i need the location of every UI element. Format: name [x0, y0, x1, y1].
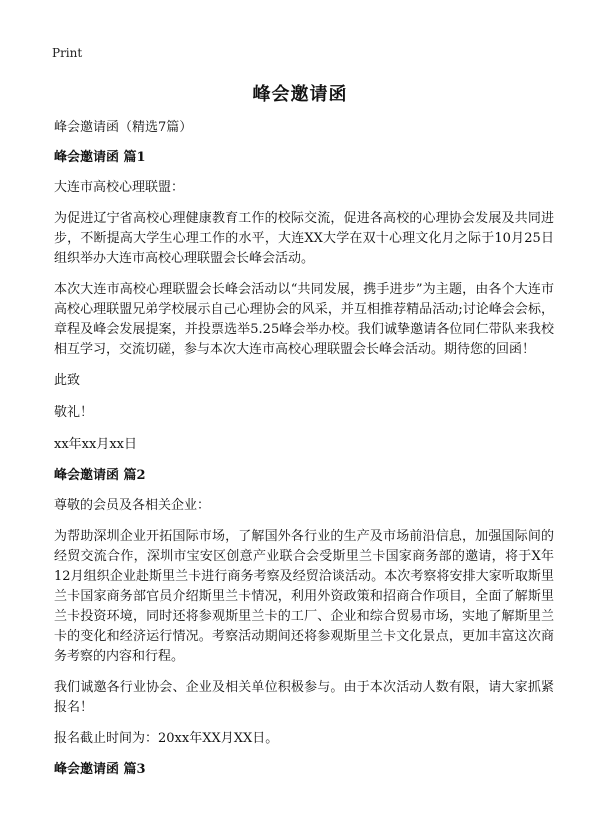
section-paragraph: 为帮助深圳企业开拓国际市场，了解国外各行业的生产及市场前沿信息，加强国际间的经贸交流合作，深圳市宝安区创意产业联合会受斯里兰卡国家商务部的邀请，将于X年12月组织企业赴斯里兰卡进行商务考察及经贸洽谈活动。本次考察将安排大家听取斯里兰卡国家商务部官员介绍斯里兰卡情况，利用外资政策和招商合作项目，全面了解斯里兰卡投资环境，同时还将参观斯里兰卡的工厂、企业和综合贸易市场，实地了解斯里兰卡的变化和经济运行情况。考察活动期间还将参观斯里兰卡文化景点，更加丰富这次商务考察的内容和行程。: [54, 529, 554, 664]
page-title: 峰会邀请函: [252, 84, 348, 105]
closing-regards: 敬礼！: [54, 405, 94, 420]
document-body: [54, 118, 554, 790]
section-paragraph: 本次大连市高校心理联盟会长峰会活动以“共同发展，携手进步”为主题，由各个大连市高校心理联盟兄弟学校展示自己心理协会的风采，并互相推荐精品活动;讨论峰会会标，章程及峰会发展提案，并投票选举5.25峰会举办校。我们诚挚邀请各位同仁带队来我校相互学习，交流切磋，参与本次大连市高校心理联盟会长峰会活动。期待您的回函！: [54, 282, 554, 357]
letter-date: xx年xx月xx日: [54, 437, 137, 452]
section-heading: 峰会邀请函 篇3: [54, 762, 146, 777]
section-paragraph: 为促进辽宁省高校心理健康教育工作的校际交流，促进各高校的心理协会发展及共同进步，不断提高大学生心理工作的水平，大连XX大学在双十心理文化月之际于10月25日组织举办大连市高校心理联盟会长峰会活动。: [54, 211, 554, 266]
closing-salutation: 此致: [54, 373, 81, 388]
section-greeting: 大连市高校心理联盟：: [54, 180, 185, 195]
section-paragraph: 我们诚邀各行业协会、企业及相关单位积极参与。由于本次活动人数有限，请大家抓紧报名！: [54, 680, 554, 715]
section-greeting: 尊敬的会员及各相关企业：: [54, 498, 211, 513]
document-subtitle: 峰会邀请函（精选7篇）: [54, 120, 193, 135]
registration-deadline: 报名截止时间为：20xx年XX月XX日。: [54, 731, 279, 746]
section-heading: 峰会邀请函 篇1: [54, 150, 146, 165]
section-heading: 峰会邀请函 篇2: [54, 468, 146, 483]
print-link[interactable]: Print: [52, 46, 83, 60]
